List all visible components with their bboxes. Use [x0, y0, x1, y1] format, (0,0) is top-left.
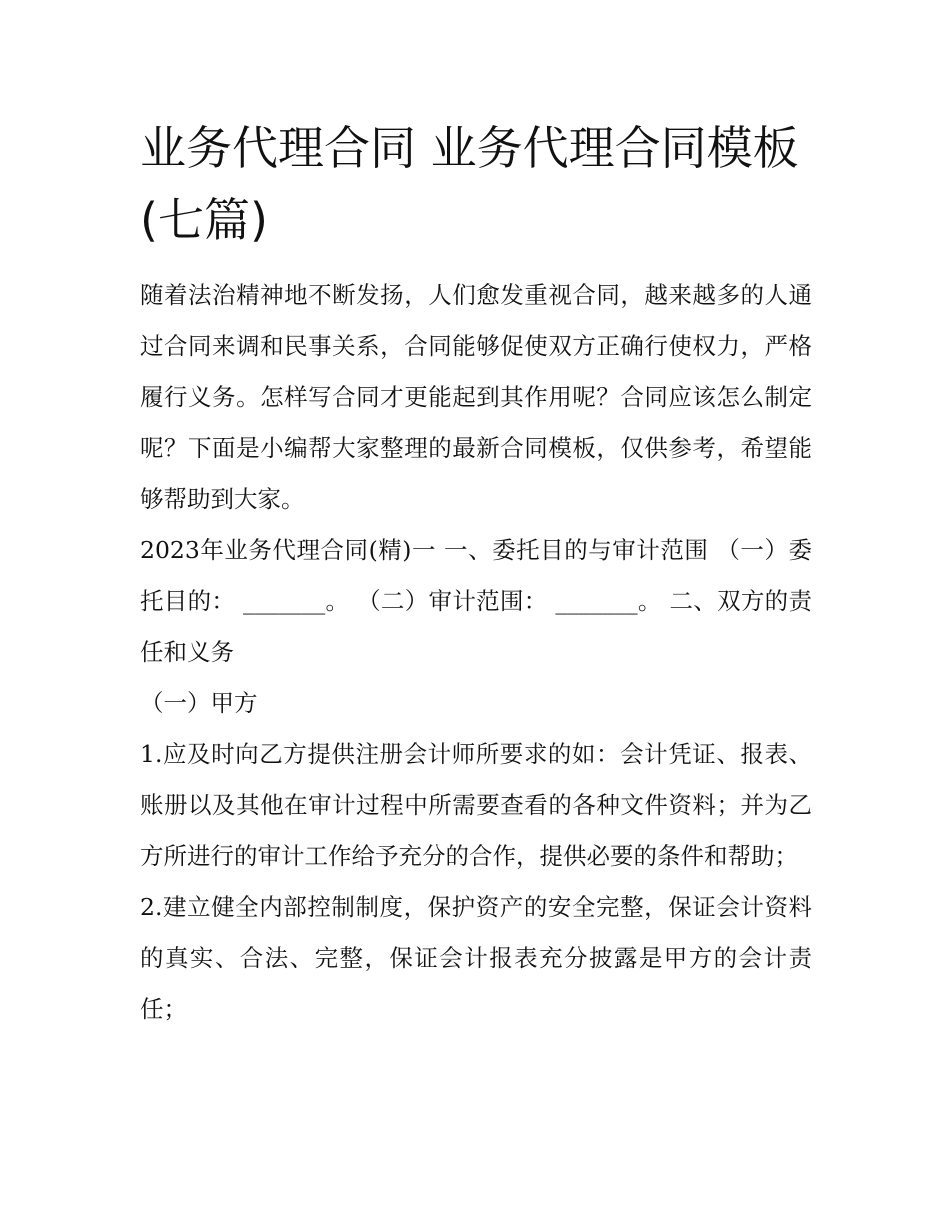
document-title: 业务代理合同 业务代理合同模板(七篇): [140, 121, 799, 247]
document-page: [140, 112, 812, 1035]
intro-paragraph: 随着法治精神地不断发扬，人们愈发重视合同，越来越多的人通过合同来调和民事关系，合同能够促使双方正确行使权力，严格履行义务。怎样写合同才更能起到其作用呢？合同应该怎么制定呢？下面是小编帮大家整理的最新合同模板，仅供参考，希望能够帮助到大家。: [140, 281, 812, 513]
clause-2-paragraph: 2.建立健全内部控制制度，保护资产的安全完整，保证会计资料的真实、合法、完整，保证会计报表充分披露是甲方的会计责任；: [140, 893, 812, 1023]
contract-heading-paragraph: 2023年业务代理合同(精)一 一、委托目的与审计范围 （一）委托目的： _______。 （二）审计范围： _______。 二、双方的责任和义务: [140, 536, 812, 666]
party-a-heading: （一）甲方: [140, 689, 258, 717]
clause-1-paragraph: 1.应及时向乙方提供注册会计师所要求的如：会计凭证、报表、账册以及其他在审计过程中所需要查看的各种文件资料；并为乙方所进行的审计工作给予充分的合作，提供必要的条件和帮助；: [140, 740, 812, 870]
